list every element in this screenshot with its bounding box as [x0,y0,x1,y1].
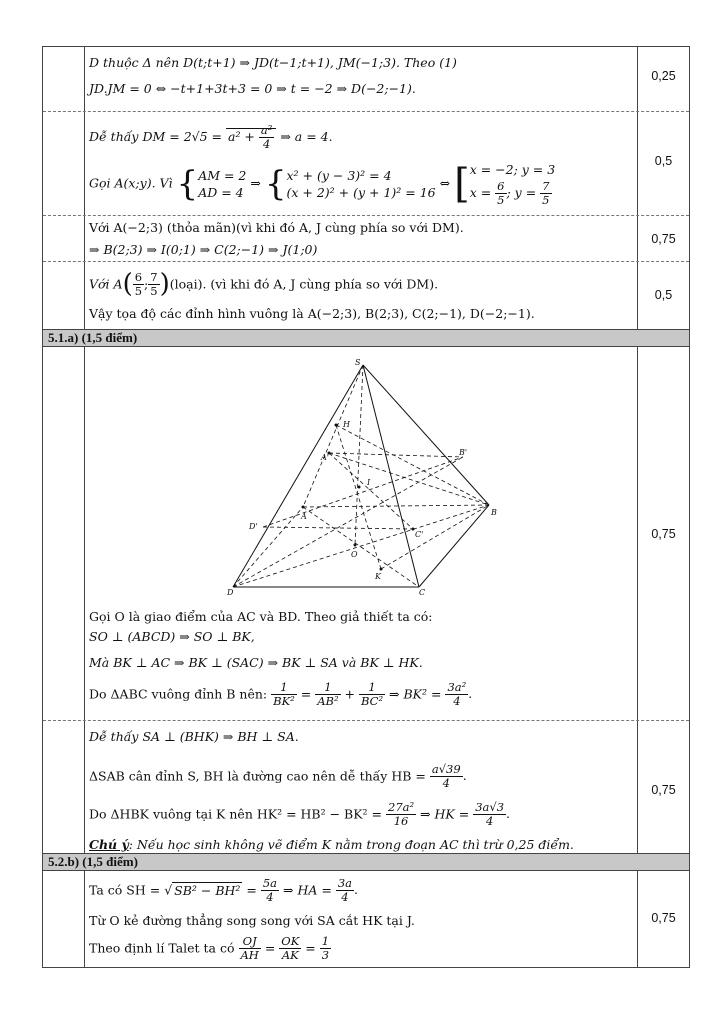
bracket-3: [ [454,160,470,207]
r7-f1d: 4 [266,890,274,904]
r5-f2 [315,681,340,708]
r6-f3d: 4 [485,814,494,828]
sys1-l1: AM = 2 [198,167,247,183]
r5-f3d: BC² [361,694,384,708]
score-r6: 0,75 [651,783,676,797]
implies-arrow: ⇒ [250,175,261,191]
row-case-2 [43,261,689,329]
label-C: C [419,588,426,597]
sys3-frac2 [540,180,551,207]
row-talet [43,871,689,969]
r5-line2: SO ⊥ (ABCD) ⇒ SO ⊥ BK, [89,629,255,644]
r7-line3 [89,935,331,962]
label-B: B [491,508,497,517]
r5-f1 [271,681,297,708]
r6-f3 [473,801,506,828]
system-1 [198,167,246,201]
r5-eq: = [296,686,316,702]
edge-DA [233,507,303,587]
label-D': D' [249,522,258,531]
r6-f2n: 27a² [388,800,415,814]
row2-line1-a: Dễ thấy DM = 2√5 = [89,129,226,144]
row3-line1: Với A(−2;3) (thỏa mãn)(vì khi đó A, J cùng phía so với DM). [89,220,464,235]
r7-radicand: SB² − BH² [174,882,241,898]
row2-line1 [89,124,333,151]
height-SO [355,365,363,545]
edge-SD [233,365,363,587]
r7-line1-a: Ta có SH = [89,882,165,898]
brace-1: { [176,163,199,204]
row2-line2 [89,160,555,207]
row4-sep: ; [144,276,149,292]
r5-line1: Gọi O là giao điểm của AC và BD. Theo giả thiết ta có: [89,609,433,624]
seg-DB' [233,457,463,587]
row4-line1 [89,268,438,301]
r7-f5n: 1 [321,934,330,948]
pyramid-figure [223,357,503,597]
r5-f2n: 1 [315,681,340,695]
point-H [335,424,338,427]
r5-f4d: 4 [453,694,461,708]
r7-eq3: = [301,940,320,956]
sys2-l2: (x + 2)² + (y + 1)² = 16 [286,184,436,200]
row4-frac2 [148,271,159,298]
r7-eq: = [242,882,261,898]
r6-line2: ΔSAB cân đỉnh S, BH là đường cao nên dễ thấy HB = $\frac{a√39}{4}$ . [89,762,467,790]
row4-rest: (loại). (vì khi đó A, J cùng phía so với DM). [169,276,439,292]
label-I: I [367,478,371,487]
label-D: D [227,588,234,597]
r7-line3-a: Theo định lí Talet ta có [89,940,239,956]
row2-frac-den: 4 [262,137,271,151]
r7-f1n: 5a [262,876,278,890]
r6-f3n: 3a√3 [475,800,505,814]
sys2-l1: x² + (y − 3)² = 4 [286,167,392,183]
label-B': B' [459,448,468,457]
r7-sqrt-sign: √ [164,882,173,898]
iff-arrow: ⇔ [439,175,451,191]
r5-do: Do ΔABC vuông đỉnh B nên: [89,686,272,702]
row4-d2: 5 [150,283,158,298]
row4-frac1 [133,271,144,298]
paren-close: ) [159,269,170,299]
r7-f4 [279,935,301,962]
row4-n2: 7 [150,269,158,284]
r6-f2 [386,801,416,828]
r7-f4n: OK [281,934,300,948]
sys3-n1: 6 [497,179,505,193]
sys1-l2: AD = 4 [198,184,244,200]
paren-open: ( [122,269,133,299]
label-A: A [301,512,307,521]
row3-line2: ⇒ B(2;3) ⇒ I(0;1) ⇒ C(2;−1) ⇒ J(1;0) [89,242,318,257]
score-r4: 0,5 [654,288,673,302]
point-O [354,544,357,547]
row2-frac [259,124,274,151]
row2-rad-a: a² + [228,129,259,144]
r5-f3 [359,681,385,708]
r7-f2 [336,877,354,904]
r6-line3: Do ΔHBK vuông tại K nên HK² = HB² − BK² = $\frac{\text{27a²}}{16}$ ⇒ HK = $\frac{3a√3}{4}$ . [89,800,511,828]
r5-f2d: AB² [317,694,339,708]
r7-f2n: 3a [337,876,353,890]
r6-note-text: : Nếu học sinh không vẽ điểm K nằm trong đoạn AC thì trừ 0,25 điểm. [128,837,574,852]
label-O: O [351,550,358,559]
r7-line1: Ta có SH = √ SB² − BH² = $\frac{5a}{4}$ ⇒ HA = $\frac{3a}{4}$ . [89,876,358,904]
brace-2: { [264,163,287,204]
r5-f4 [445,681,468,708]
r7-f1 [261,877,279,904]
sys3-d1: 5 [497,193,505,207]
r6-line1: Dễ thấy SA ⊥ (BHK) ⇒ BH ⊥ SA. [89,729,299,744]
point-K [380,568,383,571]
r6-line3-a: Do ΔHBK vuông tại K nên HK² = HB² − BK² = [89,806,386,822]
system-3 [470,160,556,207]
r5-plus: + [340,686,359,702]
label-C': C' [415,530,424,539]
r7-f3d: AH [240,948,259,962]
system-2 [286,167,435,201]
section-5-1-a: 5.1.a) (1,5 điểm) [43,329,689,347]
row1-line2: JD.JM = 0 ⇔ −t+1+3t+3 = 0 ⇒ t = −2 ⇒ D(−2;−1). [89,81,416,96]
r7-f2d: 4 [341,890,349,904]
point-A [302,506,305,509]
edge-CB [419,505,489,587]
sys3-d2: 5 [542,193,550,207]
r6-line2-a: ΔSAB cân đỉnh S, BH là đường cao nên dễ thấy HB = [89,768,430,784]
row-figure [43,347,689,720]
r6-f2d: 16 [393,814,409,828]
r7-f4d: AK [281,948,299,962]
r5-arrow: ⇒ BK² = [385,686,446,702]
row4-d1: 5 [134,283,143,298]
diag-DB [233,505,489,587]
r5-f3n: 1 [359,681,385,695]
row2-radical [226,123,276,151]
r7-f3n: OJ [239,935,261,949]
row2-goi: Gọi A(x;y). Vì [89,175,173,191]
r7-line2: Từ O kẻ đường thẳng song song với SA cắt HK tại J. [89,913,415,928]
score-r7: 0,75 [651,911,676,925]
point-I [358,486,361,489]
sys3-frac1 [495,180,506,207]
edge-AB [303,505,489,507]
sys3-yeq: ; y = [506,185,541,200]
edge-SC [363,365,419,587]
r6-note [89,837,574,853]
answer-table [42,46,690,968]
label-A': A' [321,453,329,462]
label-K: K [375,572,381,581]
score-r1: 0,25 [651,69,676,83]
r5-line4: Do ΔABC vuông đỉnh B nên: $\frac{1}{\text{BK²}}$ = $\frac{1}{\text{AB²}}$ + $\frac{1}{\text{BC²}}$ ⇒ BK² = $\frac{\text{3a²}}{4}$ . [89,680,473,708]
r6-f1n: a√39 [431,762,461,776]
sys3-xeq: x = [469,185,496,200]
r6-f1d: 4 [442,776,450,790]
r6-chu-y: Chú ý [89,837,129,852]
r6-f1 [430,763,463,790]
r5-f1n: 1 [271,681,297,695]
edge-SB [363,365,489,505]
row4-line2: Vậy tọa độ các đỉnh hình vuông là A(−2;3), B(2;3), C(2;−1), D(−2;−1). [89,306,535,321]
sys3-n2: 7 [542,179,550,193]
r7-eq2: = [260,940,280,956]
row-case-1 [43,215,689,261]
sys3-l1: x = −2; y = 3 [469,162,556,177]
score-r5: 0,75 [651,527,676,541]
r7-line1-c: ⇒ HA = [279,882,336,898]
row2-frac-num: a² [260,123,273,137]
r5-f4n: 3a² [447,680,467,694]
row-HK [43,720,689,853]
row-find-A [43,111,689,215]
edge-SA [303,365,363,507]
r5-f1d: BK² [273,694,295,708]
score-r2: 0,5 [654,154,673,168]
label-H: H [343,420,350,429]
seg-HK [336,425,381,569]
row2-line1-c: ⇒ a = 4. [276,129,333,144]
row4-voi: Với A [89,276,123,292]
seg-D'B' [263,457,463,527]
section-5-2-b: 5.2.b) (1,5 điểm) [43,853,689,871]
label-S: S [355,358,361,367]
r7-f5 [320,935,331,962]
score-r3: 0,75 [651,232,676,246]
r7-f3 [239,935,261,962]
seg-A'C' [329,453,413,529]
row4-n1: 6 [134,269,143,284]
sys3-l2 [470,180,556,207]
row1-line1: D thuộc Δ nên D(t;t+1) ⇒ JD(t−1;t+1), JM(−1;3). Theo (1) [89,55,457,70]
r5-line3: Mà BK ⊥ AC ⇒ BK ⊥ (SAC) ⇒ BK ⊥ SA và BK ⊥ HK. [89,655,423,670]
row-find-D [43,47,689,111]
r7-f5d: 3 [321,948,330,962]
r6-line3-b: ⇒ HK = [416,806,474,822]
